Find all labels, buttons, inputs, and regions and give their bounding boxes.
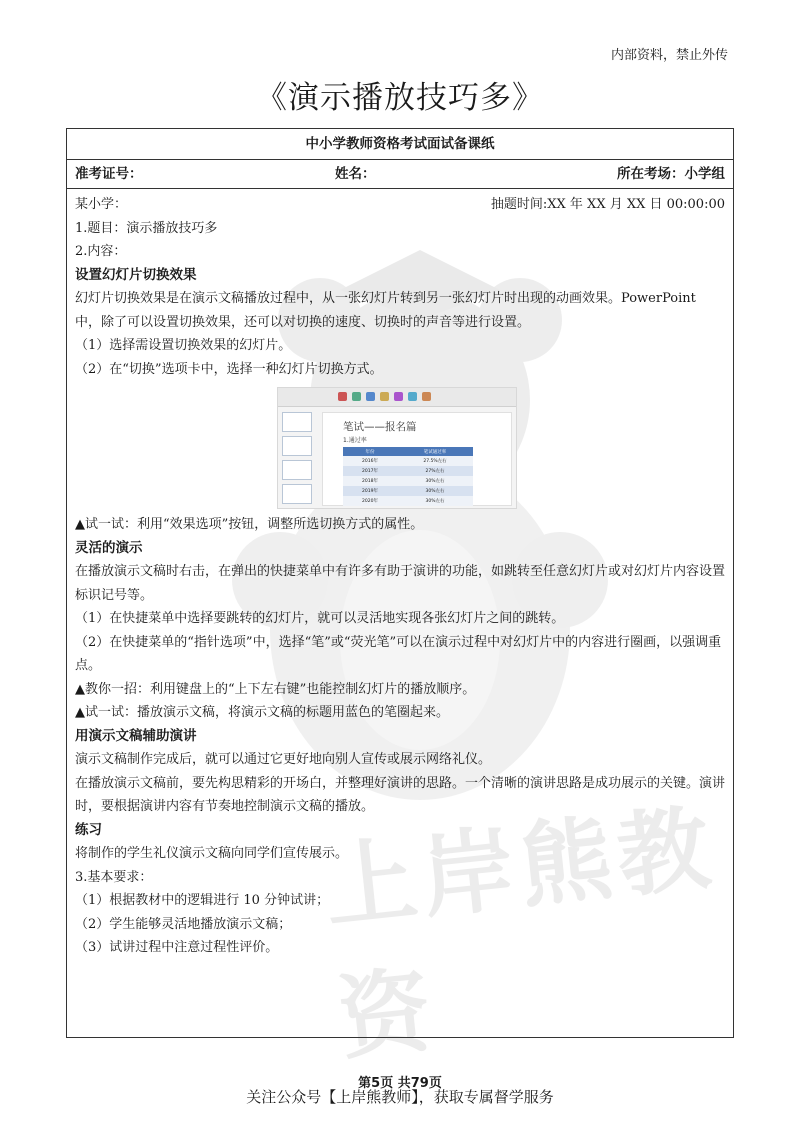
paragraph: 幻灯片切换效果是在演示文稿播放过程中，从一张幻灯片转到另一张幻灯片时出现的动画效果。PowerPoint 中，除了可以设置切换效果，还可以对切换的速度、切换时的声音等进行设置。	[75, 291, 696, 330]
venue-field: 所在考场：小学组	[617, 166, 725, 182]
confidential-note: 内部资料，禁止外传	[610, 48, 728, 63]
slide-preview	[322, 412, 512, 506]
section-heading: 用演示文稿辅助演讲	[75, 727, 197, 744]
requirement-item: （1）根据教材中的逻辑进行 10 分钟试讲；	[75, 893, 330, 908]
table-cell: 2018年	[343, 476, 397, 486]
step-item: （1）在快捷菜单中选择要跳转的幻灯片，就可以灵活地实现各张幻灯片之间的跳转。	[75, 611, 565, 626]
table-cell: 2020年	[343, 496, 397, 506]
table-row	[343, 496, 473, 506]
page-number: 第5页 共79页	[358, 1076, 442, 1091]
table-cell: 2017年	[343, 466, 397, 476]
step-item: （2）在快捷菜单的“指针选项”中，选择“笔”或“荧光笔”可以在演示过程中对幻灯片中的内容进行圈画，以强调重点。	[75, 634, 722, 673]
step-item: （1）选择需设置切换效果的幻灯片。	[75, 338, 292, 353]
topic-line: 1.题目：演示播放技巧多	[75, 220, 218, 236]
lesson-plan-sheet	[66, 128, 734, 1038]
requirements-label: 3.基本要求：	[75, 869, 153, 885]
ppt-screenshot	[277, 387, 517, 509]
paragraph: 在播放演示文稿时右击，在弹出的快捷菜单中有许多有助于演讲的功能，如跳转至任意幻灯片或对幻灯片内容设置标识记号等。	[75, 564, 726, 603]
paragraph: 将制作的学生礼仪演示文稿向同学们宣传展示。	[75, 846, 349, 861]
table-cell: 27.5%左右	[397, 456, 473, 466]
section-heading: 练习	[75, 821, 102, 838]
table-row	[343, 456, 473, 466]
ppt-ribbon	[278, 388, 516, 407]
name-field: 姓名：	[335, 166, 376, 182]
table-cell: 27%左右	[397, 466, 473, 476]
table-cell: 2019年	[343, 486, 397, 496]
slide-table	[343, 447, 473, 506]
exam-number-field: 准考证号：	[75, 166, 143, 182]
school-time-row	[75, 193, 725, 217]
try-it-note: ▲试一试：播放演示文稿，将演示文稿的标题用蓝色的笔圈起来。	[75, 705, 449, 720]
section-heading: 设置幻灯片切换效果	[75, 266, 197, 283]
table-cell: 2016年	[343, 456, 397, 466]
table-row	[343, 466, 473, 476]
paragraph: 演示文稿制作完成后，就可以通过它更好地向别人宣传或展示网络礼仪。	[75, 752, 492, 767]
table-row	[343, 486, 473, 496]
footer-promo: 关注公众号【上岸熊教师】，获取专属督学服务	[246, 1088, 554, 1106]
table-cell: 30%左右	[397, 496, 473, 506]
tip-note: ▲教你一招：利用键盘上的“上下左右键”也能控制幻灯片的播放顺序。	[75, 681, 476, 697]
candidate-info-row	[67, 160, 733, 189]
table-header: 笔试通过率	[397, 447, 473, 456]
content-label: 2.内容：	[75, 244, 127, 259]
slide-subtitle: 1.通过率	[343, 437, 367, 444]
step-item: （2）在“切换”选项卡中，选择一种幻灯片切换方式。	[75, 361, 383, 377]
table-cell: 30%左右	[397, 486, 473, 496]
school-label: 某小学：	[75, 197, 128, 212]
document-title: 《演示播放技巧多》	[256, 80, 544, 116]
sheet-content	[67, 189, 733, 960]
table-header: 年份	[343, 447, 397, 456]
slide-title: 笔试——报名篇	[343, 421, 417, 433]
draw-time: 抽题时间:XX 年 XX 月 XX 日 00:00:00	[490, 197, 725, 212]
sheet-title: 中小学教师资格考试面试备课纸	[67, 129, 733, 160]
watermark-text: 上岸熊教资	[319, 794, 721, 1073]
slide-thumbnails	[282, 412, 312, 504]
paragraph: 在播放演示文稿前，要先构思精彩的开场白，并整理好演讲的思路。一个清晰的演讲思路是成功展示的关键。演讲时，要根据演讲内容有节奏地控制演示文稿的播放。	[75, 775, 726, 814]
table-cell: 30%左右	[397, 476, 473, 486]
table-row	[343, 476, 473, 486]
section-heading: 灵活的演示	[75, 539, 143, 556]
try-it-note: ▲试一试：利用“效果选项”按钮，调整所选切换方式的属性。	[75, 517, 424, 532]
requirement-item: （2）学生能够灵活地播放演示文稿；	[75, 916, 292, 932]
requirement-item: （3）试讲过程中注意过程性评价。	[75, 940, 279, 955]
